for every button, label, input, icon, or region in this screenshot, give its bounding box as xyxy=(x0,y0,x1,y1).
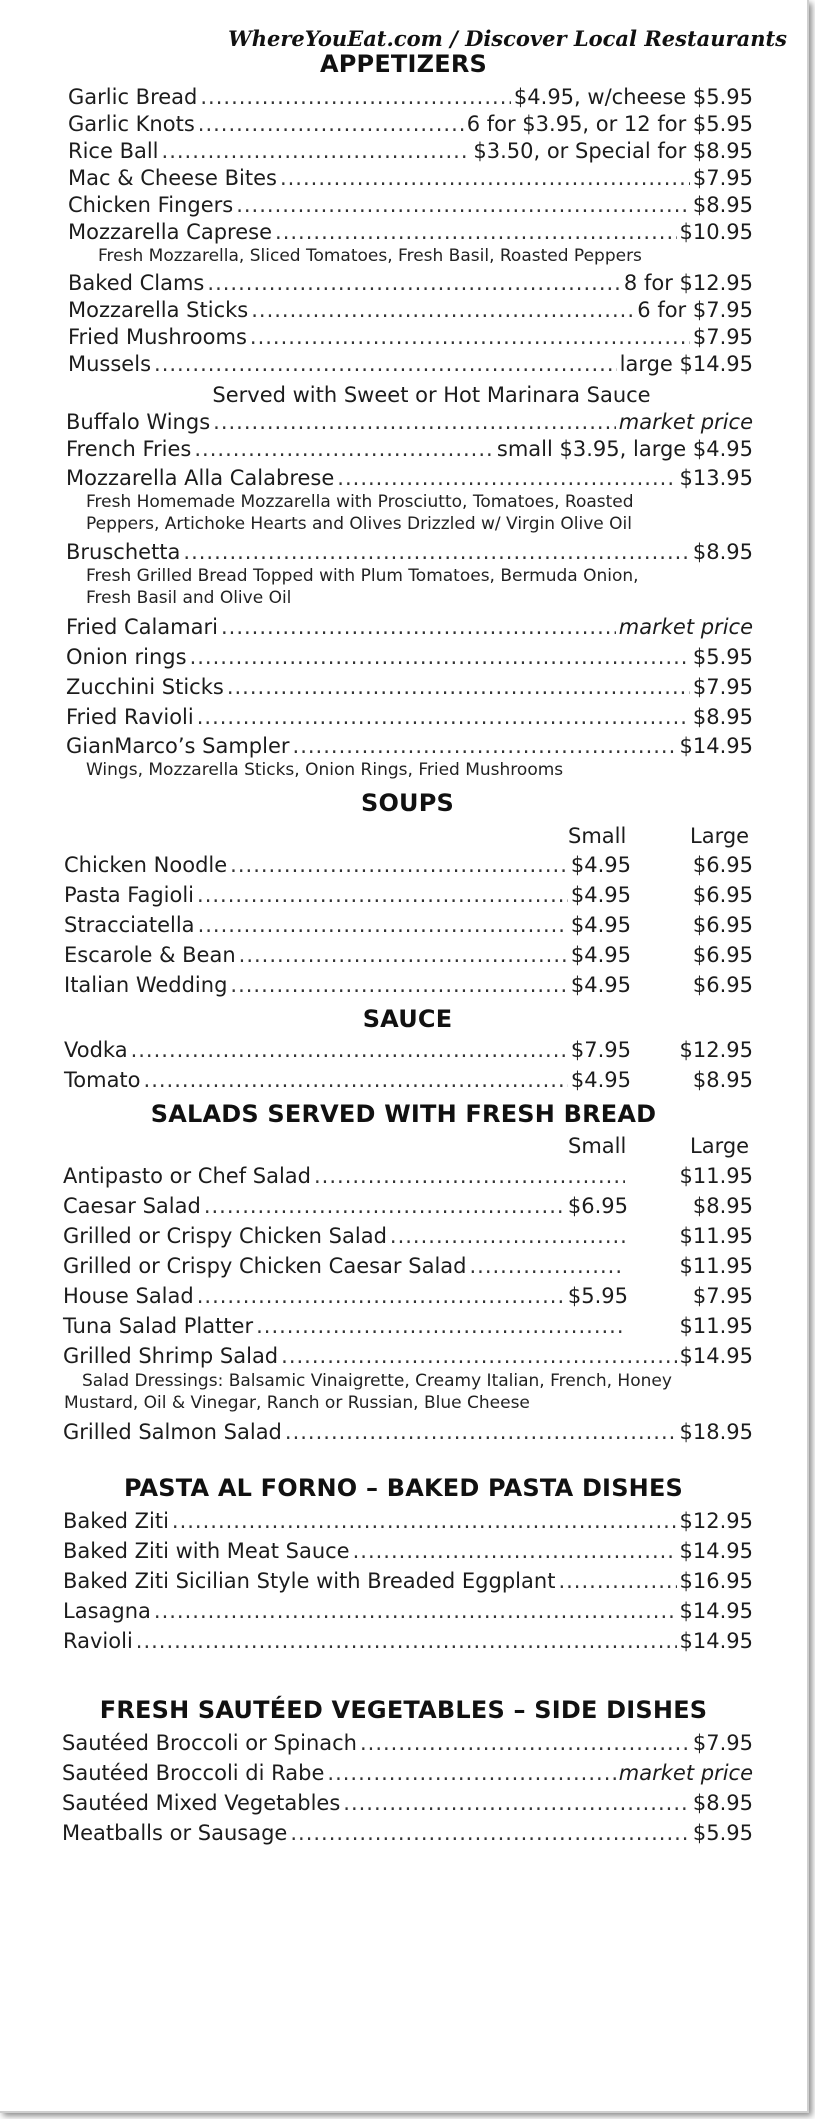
menu-item: Garlic Bread ..... $4.95, w/cheese $5.95 xyxy=(68,84,753,110)
menu-item: Tomato ..... $4.95 xyxy=(64,1067,631,1093)
salads-title: SALADS SERVED WITH FRESH BREAD xyxy=(150,1100,657,1128)
menu-item: Grilled Salmon Salad ..... $18.95 xyxy=(63,1419,753,1445)
menu-item: Baked Clams ..... 8 for $12.95 xyxy=(68,270,753,296)
soups-title: SOUPS xyxy=(360,789,455,817)
menu-item: Chicken Noodle ..... $4.95 xyxy=(64,852,631,878)
menu-item: Sautéed Broccoli di Rabe ..... market price xyxy=(62,1760,753,1786)
menu-item: House Salad ..... $5.95 xyxy=(63,1283,628,1309)
column-header-small: Small xyxy=(568,1134,627,1158)
large-price: $11.95 xyxy=(679,1314,753,1338)
menu-item: Mozzarella Alla Calabrese ..... $13.95 xyxy=(66,465,753,491)
menu-item: Garlic Knots ..... 6 for $3.95, or 12 for $5.95 xyxy=(68,111,753,137)
site-brand: WhereYouEat.com / Discover Local Restaurants xyxy=(228,26,787,51)
menu-item: Vodka ..... $7.95 xyxy=(64,1037,631,1063)
menu-item: French Fries ..... small $3.95, large $4.95 xyxy=(66,436,753,462)
menu-item: Baked Ziti Sicilian Style with Breaded Eggplant ..... $16.95 xyxy=(63,1568,753,1594)
menu-item: Sautéed Mixed Vegetables ..... $8.95 xyxy=(62,1790,753,1816)
large-price: $11.95 xyxy=(679,1254,753,1278)
column-header-large: Large xyxy=(690,1134,750,1158)
large-price: $6.95 xyxy=(692,943,753,967)
item-description: Fresh Basil and Olive Oil xyxy=(86,588,292,608)
menu-item: Buffalo Wings ..... market price xyxy=(66,409,753,435)
menu-item: Grilled or Crispy Chicken Caesar Salad ..... xyxy=(63,1253,628,1279)
menu-item: Mac & Cheese Bites ..... $7.95 xyxy=(68,165,753,191)
pasta-title: PASTA AL FORNO – BAKED PASTA DISHES xyxy=(123,1474,684,1502)
column-header-small: Small xyxy=(568,824,627,848)
menu-item: Mozzarella Sticks ..... 6 for $7.95 xyxy=(68,297,753,323)
menu-item: Sautéed Broccoli or Spinach ..... $7.95 xyxy=(62,1730,753,1756)
vegetables-title: FRESH SAUTÉED VEGETABLES – SIDE DISHES xyxy=(99,1696,708,1724)
menu-item: Antipasto or Chef Salad ..... xyxy=(63,1163,628,1189)
menu-item: Escarole & Bean ..... $4.95 xyxy=(64,942,631,968)
menu-item: Stracciatella ..... $4.95 xyxy=(64,912,631,938)
menu-item: Bruschetta ..... $8.95 xyxy=(66,539,753,565)
item-description: Fresh Mozzarella, Sliced Tomatoes, Fresh Basil, Roasted Peppers xyxy=(98,246,642,266)
menu-item: Tuna Salad Platter ..... xyxy=(63,1313,628,1339)
menu-item: Lasagna ..... $14.95 xyxy=(63,1598,753,1624)
menu-item: Grilled or Crispy Chicken Salad ..... xyxy=(63,1223,628,1249)
menu-item: Grilled Shrimp Salad ..... $14.95 xyxy=(63,1343,753,1369)
appetizers-title: APPETIZERS xyxy=(319,50,487,78)
item-description: Fresh Homemade Mozzarella with Prosciutto, Tomatoes, Roasted xyxy=(86,492,634,512)
large-price: $6.95 xyxy=(692,913,753,937)
mussels-note: Served with Sweet or Hot Marinara Sauce xyxy=(212,383,651,407)
menu-item: Italian Wedding ..... $4.95 xyxy=(64,972,631,998)
menu-item: Pasta Fagioli ..... $4.95 xyxy=(64,882,631,908)
large-price: $6.95 xyxy=(692,883,753,907)
menu-item: Zucchini Sticks ..... $7.95 xyxy=(66,674,753,700)
menu-item: Mussels ..... large $14.95 xyxy=(68,351,753,377)
menu-item: GianMarco’s Sampler ..... $14.95 xyxy=(66,733,753,759)
large-price: $6.95 xyxy=(692,853,753,877)
large-price: $11.95 xyxy=(679,1164,753,1188)
menu-item: Rice Ball ..... $3.50, or Special for $8.95 xyxy=(68,138,753,164)
menu-item: Mozzarella Caprese ..... $10.95 xyxy=(68,219,753,245)
large-price: $11.95 xyxy=(679,1224,753,1248)
item-description: Wings, Mozzarella Sticks, Onion Rings, Fried Mushrooms xyxy=(86,760,564,780)
menu-item: Fried Ravioli ..... $8.95 xyxy=(66,704,753,730)
menu-item: Fried Calamari ..... market price xyxy=(66,614,753,640)
large-price: $12.95 xyxy=(679,1038,753,1062)
column-header-large: Large xyxy=(690,824,750,848)
item-description: Peppers, Artichoke Hearts and Olives Drizzled w/ Virgin Olive Oil xyxy=(86,514,633,534)
menu-item: Baked Ziti with Meat Sauce ..... $14.95 xyxy=(63,1538,753,1564)
menu-item: Chicken Fingers ..... $8.95 xyxy=(68,192,753,218)
large-price: $7.95 xyxy=(692,1284,753,1308)
menu-item: Ravioli ..... $14.95 xyxy=(63,1628,753,1654)
salad-dressings: Mustard, Oil & Vinegar, Ranch or Russian, Blue Cheese xyxy=(64,1393,530,1413)
menu-item: Caesar Salad ..... $6.95 xyxy=(63,1193,628,1219)
salad-dressings: Salad Dressings: Balsamic Vinaigrette, Creamy Italian, French, Honey xyxy=(82,1371,672,1391)
item-description: Fresh Grilled Bread Topped with Plum Tomatoes, Bermuda Onion, xyxy=(86,566,639,586)
large-price: $8.95 xyxy=(692,1068,753,1092)
menu-item: Meatballs or Sausage ..... $5.95 xyxy=(62,1820,753,1846)
large-price: $6.95 xyxy=(692,973,753,997)
menu-item: Baked Ziti ..... $12.95 xyxy=(63,1508,753,1534)
menu-item: Onion rings ..... $5.95 xyxy=(66,644,753,670)
sauce-title: SAUCE xyxy=(362,1005,453,1033)
large-price: $8.95 xyxy=(692,1194,753,1218)
menu-item: Fried Mushrooms ..... $7.95 xyxy=(68,324,753,350)
